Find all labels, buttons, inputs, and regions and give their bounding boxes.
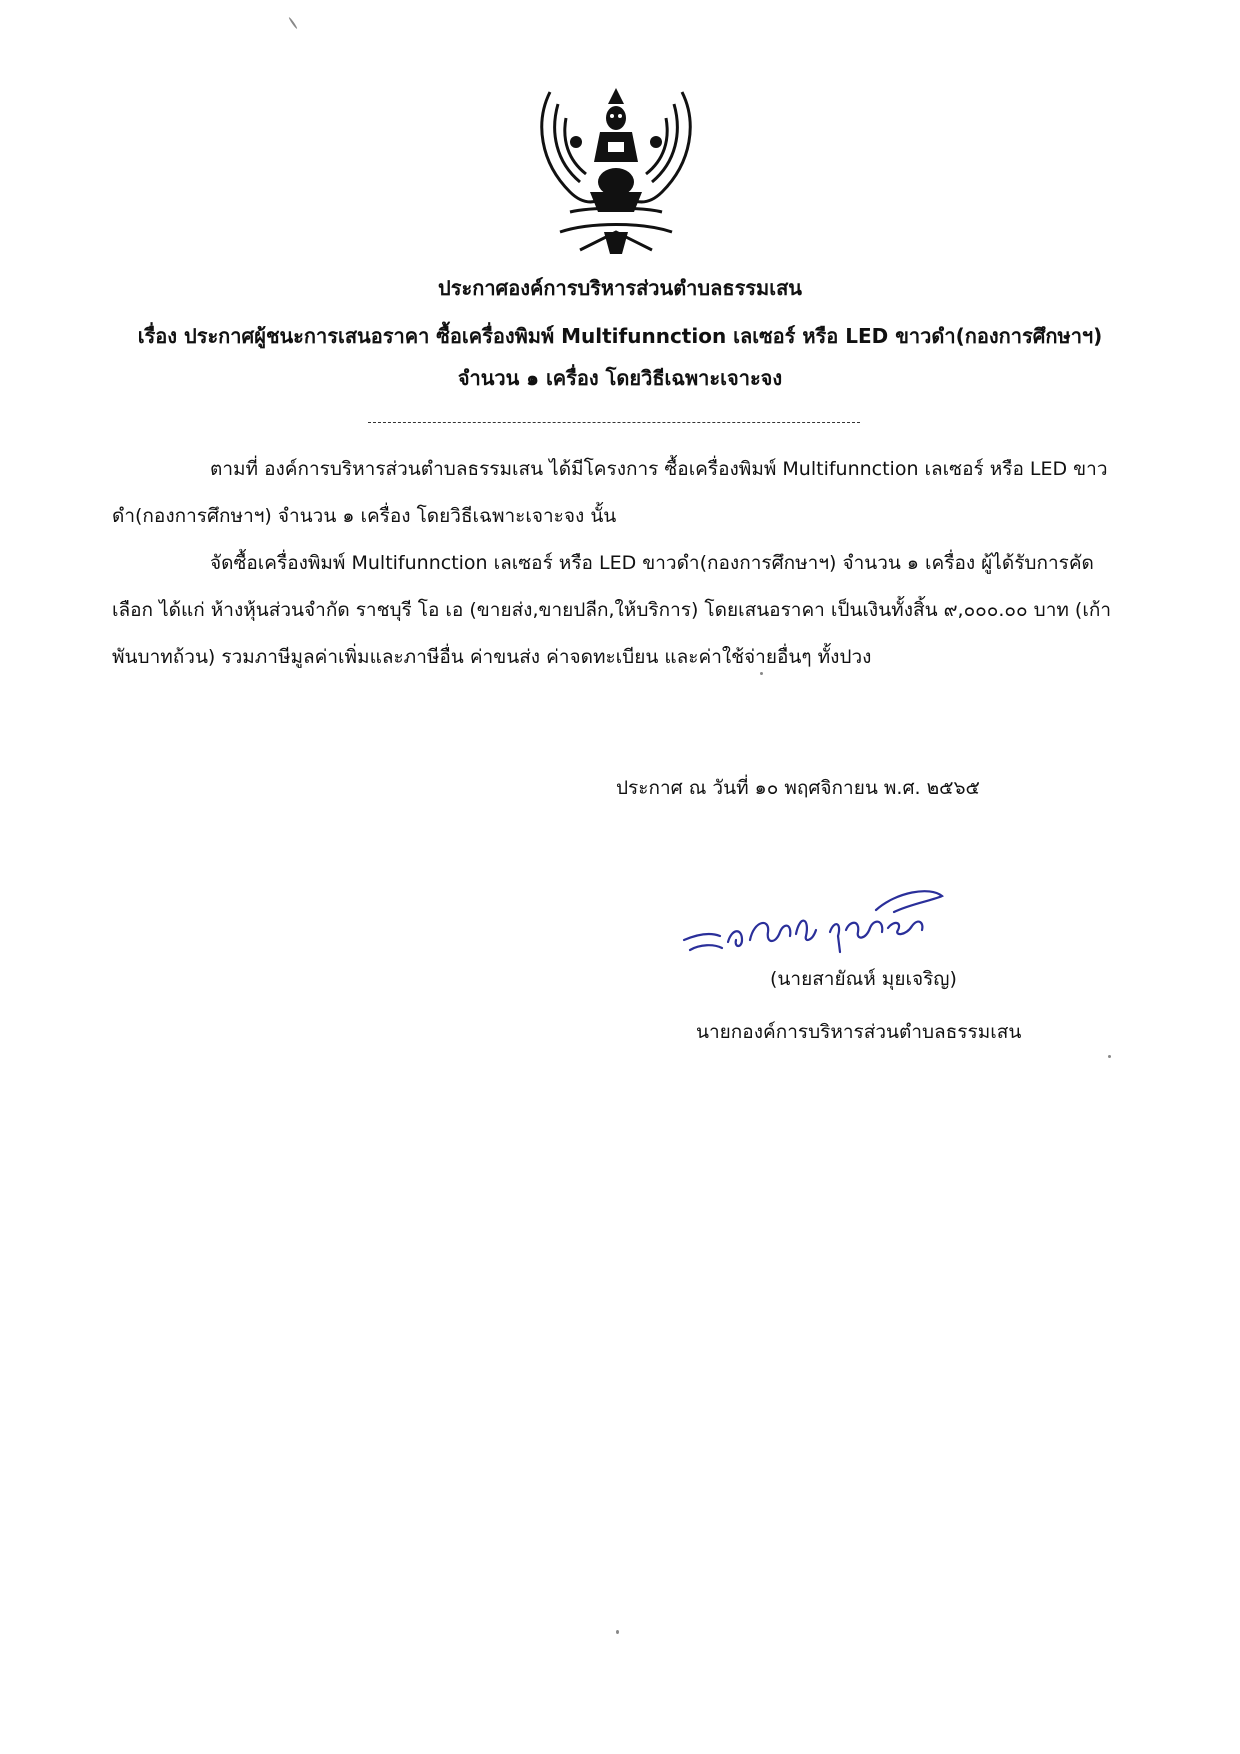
document-subject-continued: จำนวน ๑ เครื่อง โดยวิธีเฉพาะเจาะจง — [457, 366, 783, 390]
handwritten-signature — [680, 870, 960, 960]
signer-name: (นายสายัณห์ มุยเจริญ) — [770, 968, 957, 990]
heading-divider — [368, 422, 860, 423]
announcement-date: ประกาศ ณ วันที่ ๑๐ พฤศจิกายน พ.ศ. ๒๕๖๕ — [616, 777, 980, 799]
document-subject: เรื่อง ประกาศผู้ชนะการเสนอราคา ซื้อเครื่องพิมพ์ Multifunnction เลเซอร์ หรือ LED ขาวดำ(กองการศึกษาฯ) — [137, 324, 1103, 348]
scan-speck — [616, 1630, 619, 1634]
scan-speck — [1108, 1055, 1111, 1058]
garuda-emblem-icon — [530, 82, 702, 264]
body-paragraph-1: ตามที่ องค์การบริหารส่วนตำบลธรรมเสน ได้มีโครงการ ซื้อเครื่องพิมพ์ Multifunnction เลเซอร์ หรือ LED ขาวดำ(กองการศึกษาฯ) จำนวน ๑ เครื่อง โดยวิธีเฉพาะเจาะจง นั้น — [112, 458, 1108, 527]
scan-speck — [760, 672, 763, 675]
scan-speck — [288, 17, 298, 30]
body-paragraph-2: จัดซื้อเครื่องพิมพ์ Multifunnction เลเซอร์ หรือ LED ขาวดำ(กองการศึกษาฯ) จำนวน ๑ เครื่อง ผู้ได้รับการคัดเลือก ได้แก่ ห้างหุ้นส่วนจำกัด ราชบุรี โอ เอ (ขายส่ง,ขายปลีก,ให้บริการ) โดยเสนอราคา เป็นเงินทั้งสิ้น ๙,๐๐๐.๐๐ บาท (เก้าพันบาทถ้วน) รวมภาษีมูลค่าเพิ่มและภาษีอื่น ค่าขนส่ง ค่าจดทะเบียน และค่าใช้จ่ายอื่นๆ ทั้งปวง — [112, 552, 1112, 668]
signer-title: นายกองค์การบริหารส่วนตำบลธรรมเสน — [696, 1021, 1022, 1043]
document-title: ประกาศองค์การบริหารส่วนตำบลธรรมเสน — [438, 276, 802, 300]
